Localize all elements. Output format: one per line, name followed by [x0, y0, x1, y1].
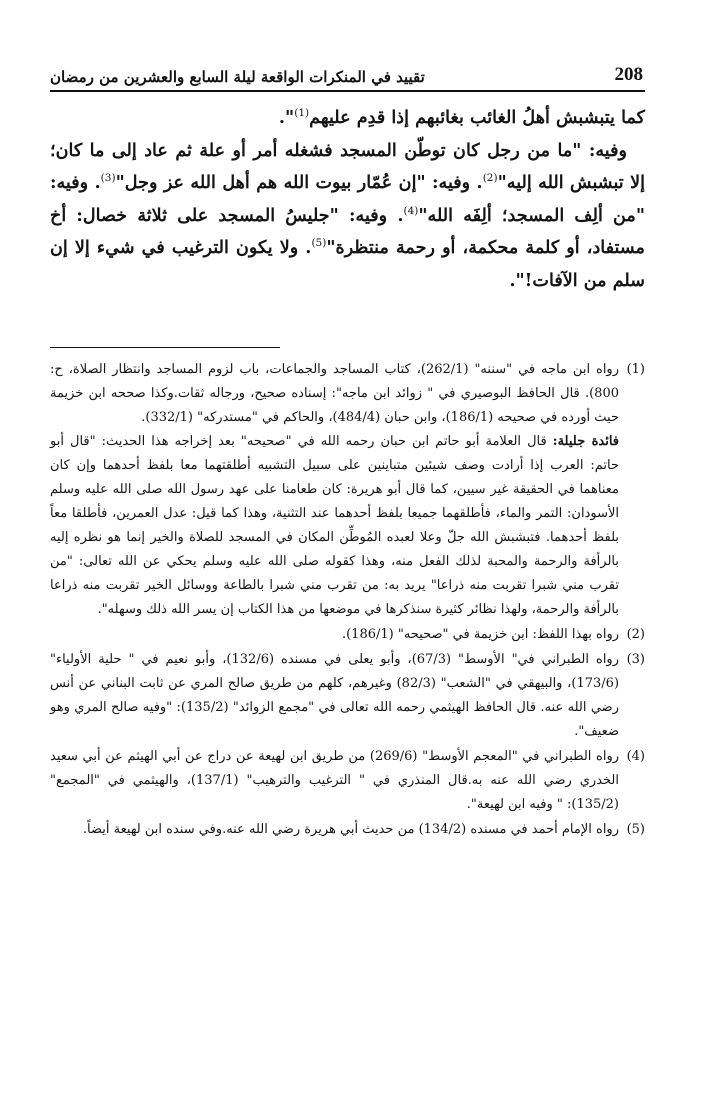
footnote-ref-3: (3) [100, 172, 116, 185]
footnote-body [50, 623, 619, 647]
main-text-segment: . وفيه: "إن عُمّار بيوت الله هم أهل الله عز وجل" [115, 172, 483, 193]
page-number: 208 [614, 64, 643, 85]
footnote-4 [50, 745, 645, 817]
main-text-segment: ". [278, 107, 295, 128]
footnote-number: (2) [626, 627, 645, 642]
footnote-ref-1: (1) [294, 107, 310, 120]
benefit-text: قال العلامة أبو حاتم ابن حبان رحمه الله في "صحيحه" بعد إخراجه هذا الحديث: "قال أبو حاتم: العرب إذا أرادت وصف شيئين متباينين على سبيل التشبيه أطلقتهما معا بلفظ أحدهما وإن كان معناهما في الحقيقة غير سيين، كما قال أبو هريرة: كان طعامنا على عهد رسول الله صلى الله عليه وسلم الأسودان: التمر والماء، فأطلقهما جميعا بلفظ أحدهما عند التثنية، وهذا كما قيل: عدل العمرين، فأطلقا معاً بلفظ أحدهما. فتبشبش الله جلّ وعلا لعبده المُوطِّن المكان في المسجد للصلاة والخير إنما هو نظره إليه بالرأفة والرحمة والمحبة لذلك الفعل منه، وهذا كقوله صلى الله عليه وسلم يحكي عن الله تعالى: "من تقرب مني شبرا تقربت منه ذراعا" يريد به: من تقرب مني شبرا بالطاعة ووسائل الخير تقربت منه ذراعا بالرأفة والرحمة، ولهذا نظائر كثيرة سنذكرها في موضعها من هذا الكتاب إن يسر الله ذلك وسهله". [50, 434, 619, 617]
footnote-body [50, 818, 619, 842]
footnote-2 [50, 623, 645, 647]
footnote-text: رواه الإمام أحمد في مسنده (134/2) من حديث أبي هريرة رضي الله عنه.وفي سنده ابن لهيعة أيضاً. [82, 822, 619, 837]
footnote-number: (4) [626, 749, 645, 764]
footnote-number: (3) [626, 652, 645, 667]
footnote-number: (5) [626, 822, 645, 837]
running-title: تقييد في المنكرات الواقعة ليلة السابع والعشرين من رمضان [50, 68, 425, 86]
page-header [50, 60, 645, 90]
main-paragraph-2 [50, 135, 645, 298]
footnote-body [50, 745, 619, 817]
footnote-number: (1) [626, 362, 645, 377]
footnote-text: رواه الطبراني في" الأوسط" (67/3)، وأبو يعلى في مسنده (132/6)، وأبو نعيم في " حلية الأولياء" (173/6)، والبيهقي في "الشعب" (82/3) وغيرهم، كلهم من طريق صالح المري عن ثابت البناني عن أنس رضي الله عنه. قال الحافظ الهيثمي رحمه الله تعالى في "مجمع الزوائد" (135/2): "وفيه صالح المري وهو ضعيف". [50, 652, 620, 739]
footnote-text: رواه ابن ماجه في "سننه" (262/1)، كتاب المساجد والجماعات، باب لزوم المساجد وانتظار الصلاة، ح: 800). قال الحافظ البوصيري في " زوائد ابن ماجه": إسناده صحيح، ورجاله ثقات.وكذا صححه ابن خزيمة حيث أورده في صحيحه (186/1)، وابن حبان (484/4)، والحاكم في "مستدركه" (332/1). [50, 362, 619, 425]
footnote-separator [50, 347, 280, 348]
header-rule [50, 90, 645, 92]
benefit-title: فائدة جليلة: [552, 434, 619, 449]
main-text-segment: . ولا يكون الترغيب في شيء إلا إن سلم من الآفات!". [50, 237, 645, 291]
footnote-text: رواه الطبراني في "المعجم الأوسط" (269/6) من طريق ابن لهيعة عن دراج عن أبي الهيثم عن أبي سعيد الخدري رضي الله عنه به.قال المنذري في " الترغيب والترهيب" (137/1)، والهيثمي في "المجمع" (135/2): " وفيه ابن لهيعة". [50, 749, 620, 812]
footnote-ref-4: (4) [403, 204, 419, 217]
footnote-benefit [50, 430, 619, 622]
footnote-1 [50, 358, 645, 622]
footnote-body [50, 358, 619, 622]
main-paragraph-1 [50, 102, 645, 135]
main-text-segment: كما يتبشبش أهلُ الغائب بغائبهم إذا قدِم عليهم [309, 107, 645, 128]
main-text-segment: وفيه: "ما من رجل كان توطّن المسجد فشغله أمر أو علة ثم عاد إلى ما كان؛ إلا تبشبش الله إليه" [50, 139, 645, 193]
footnote-body [50, 648, 619, 744]
footnote-ref-5: (5) [311, 237, 327, 250]
main-text [50, 102, 645, 297]
main-text-segment: . وفيه: "جليسُ المسجد على ثلاثة خصال: أخ مستفاد، أو كلمة محكمة، أو رحمة منتظرة" [50, 204, 645, 258]
footnote-5 [50, 818, 645, 842]
footnote-text: رواه بهذا اللفظ: ابن خزيمة في "صحيحه" (186/1). [341, 627, 619, 642]
footnote-ref-2: (2) [482, 172, 498, 185]
footnotes [50, 358, 645, 842]
main-text-segment: . وفيه: "من ألِف المسجد؛ ألِفَه الله" [50, 172, 646, 226]
footnote-3 [50, 648, 645, 744]
